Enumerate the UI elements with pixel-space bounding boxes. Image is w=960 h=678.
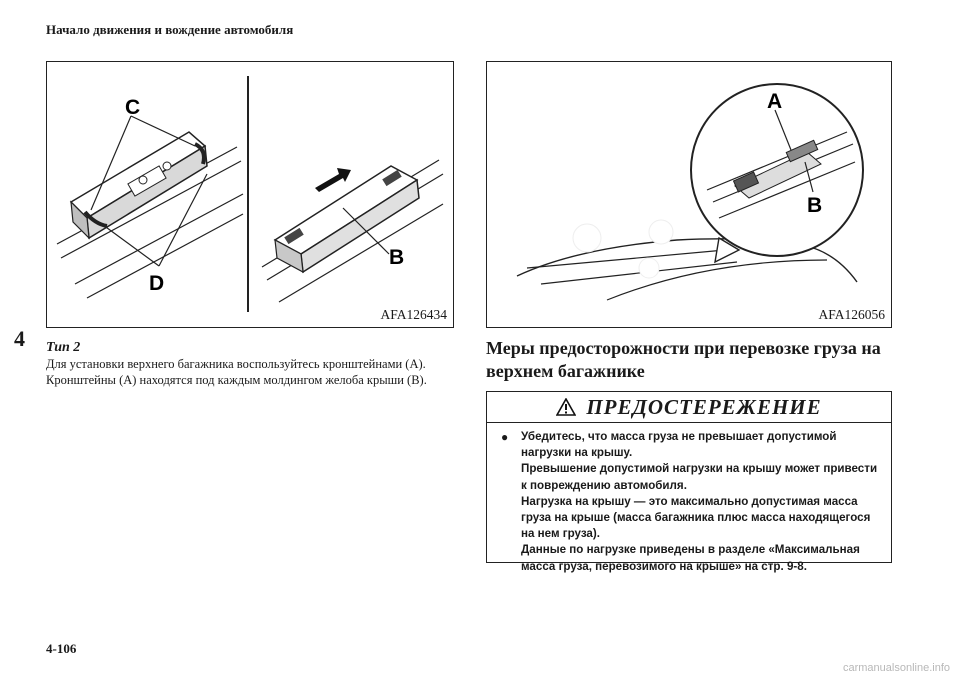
warning-body [487,423,891,575]
figure-left-label-d: D [149,272,165,295]
bullet-icon: ● [501,430,509,444]
figure-right-label-a: A [767,90,783,113]
figure-right [486,61,892,328]
chapter-tab: 4 [14,326,25,351]
figure-left-code: AFA126434 [380,307,447,322]
warning-title: ПРЕДОСТЕРЕЖЕНИЕ [586,394,822,419]
figure-right-code: AFA126056 [818,307,885,322]
type-heading: Тип 2 [46,340,81,355]
warning-line: Нагрузка на крышу — это максимально допустимая масса груза на крыше (масса багажника плюс масса находящегося на нем груза). [521,494,871,541]
section-title: Меры предосторожности при перевозке груза на верхнем багажнике [486,338,881,381]
car-roof-illustration [487,62,891,327]
warning-header [487,392,891,423]
figure-left-label-c: C [125,96,141,119]
running-header: Начало движения и вождение автомобиля [46,22,294,37]
page-number: 4-106 [46,641,77,656]
warning-triangle-icon [556,398,576,416]
figure-left-label-b: B [389,246,405,269]
figure-right-label-b: B [807,194,823,217]
warning-line: Превышение допустимой нагрузки на крышу может привести к повреждению автомобиля. [521,462,878,492]
warning-line: Убедитесь, что масса груза не превышает допустимой нагрузки на крышу. [521,430,837,460]
warning-line: Данные по нагрузке приведены в разделе «Максимальная масса груза, перевозимого на крыше» на стр. 9-8. [521,543,860,573]
warning-box [486,391,892,573]
figure-left [46,61,454,328]
type-description: Для установки верхнего багажника воспользуйтесь кронштейнами (A). Кронштейны (A) находятся под каждым молдингом желоба крыши (B). [46,357,427,387]
watermark: carmanualsonline.info [842,662,950,674]
roof-bracket-illustration [47,62,453,327]
